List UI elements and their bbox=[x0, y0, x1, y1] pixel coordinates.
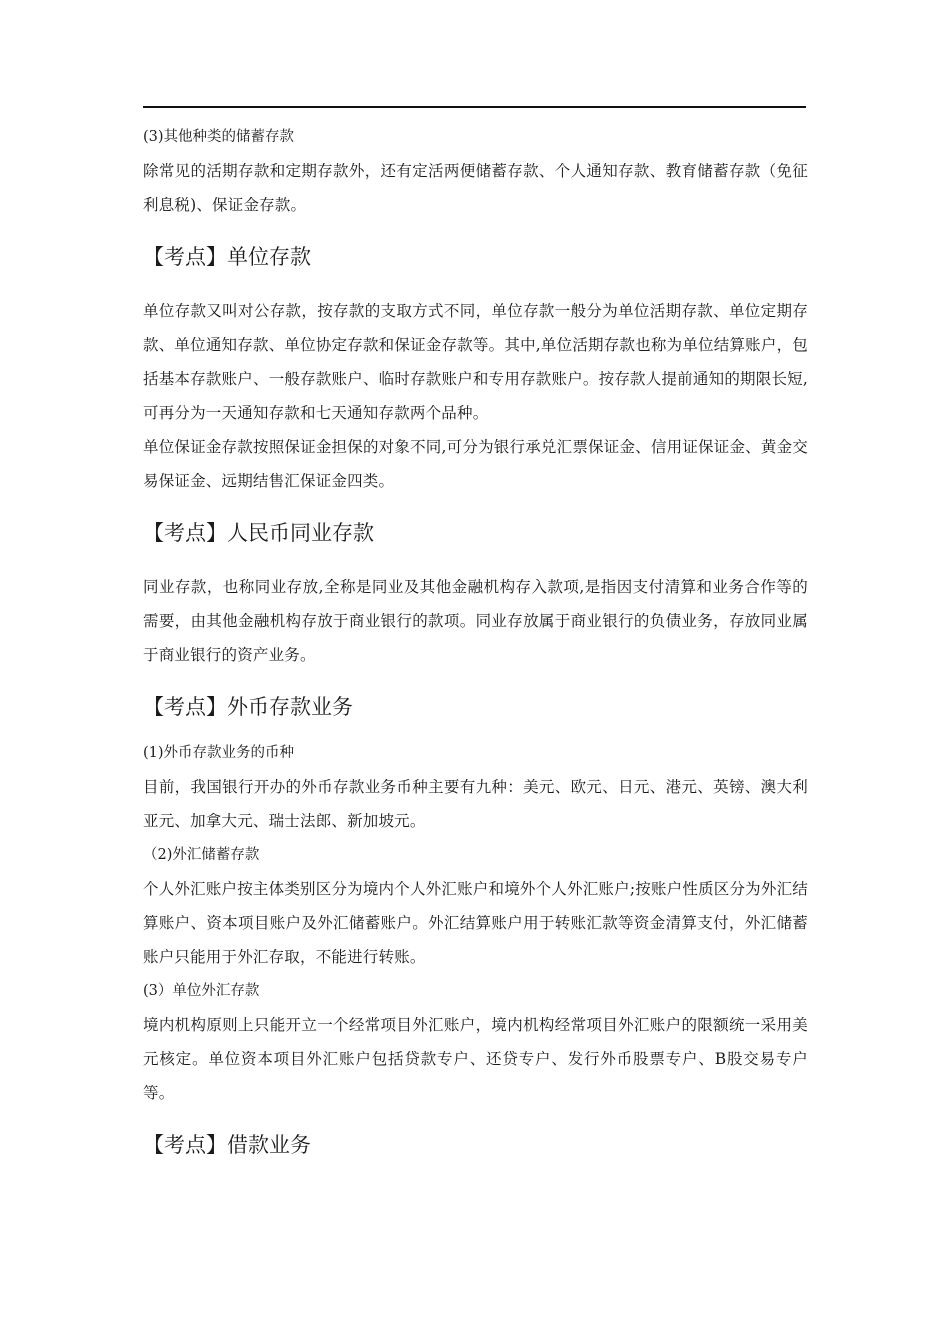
paragraph-fx-savings: 个人外汇账户按主体类别区分为境内个人外汇账户和境外个人外汇账户;按账户性质区分为外汇结算账户、资本项目账户及外汇储蓄账户。外汇结算账户用于转账汇款等资金清算支付，外汇储蓄账户只能用于外汇存取，不能进行转账。 bbox=[143, 880, 808, 966]
subheading-other-savings: (3)其他种类的储蓄存款 bbox=[143, 129, 295, 145]
heading-interbank-deposits: 【考点】人民币同业存款 bbox=[143, 521, 374, 545]
paragraph-unit-margin-deposits: 单位保证金存款按照保证金担保的对象不同,可分为银行承兑汇票保证金、信用证保证金、黄金交易保证金、远期结售汇保证金四类。 bbox=[143, 438, 808, 490]
paragraph-interbank-deposits: 同业存款，也称同业存放,全称是同业及其他金融机构存入款项,是指因支付清算和业务合作等的需要，由其他金融机构存放于商业银行的款项。同业存放属于商业银行的负债业务，存放同业属于商业银行的资产业务。 bbox=[143, 578, 808, 664]
subheading-fx-savings: （2)外汇储蓄存款 bbox=[143, 847, 260, 863]
header-rule bbox=[143, 106, 806, 108]
paragraph-unit-deposits: 单位存款又叫对公存款，按存款的支取方式不同，单位存款一般分为单位活期存款、单位定期存款、单位通知存款、单位协定存款和保证金存款等。其中,单位活期存款也称为单位结算账户，包括基本存款账户、一般存款账户、临时存款账户和专用存款账户。按存款人提前通知的期限长短,可再分为一天通知存款和七天通知存款两个品种。 bbox=[143, 302, 808, 422]
heading-unit-deposits: 【考点】单位存款 bbox=[143, 245, 311, 269]
paragraph-currency-types: 目前，我国银行开办的外币存款业务币种主要有九种：美元、欧元、日元、港元、英镑、澳大利亚元、加拿大元、瑞士法郎、新加坡元。 bbox=[143, 778, 808, 830]
heading-borrowing-business: 【考点】借款业务 bbox=[143, 1133, 311, 1157]
paragraph-unit-fx-deposits: 境内机构原则上只能开立一个经常项目外汇账户，境内机构经常项目外汇账户的限额统一采用美元核定。单位资本项目外汇账户包括贷款专户、还贷专户、发行外币股票专户、B股交易专户等。 bbox=[143, 1016, 808, 1102]
paragraph-other-savings: 除常见的活期存款和定期存款外，还有定活两便储蓄存款、个人通知存款、教育储蓄存款（免征利息税)、保证金存款。 bbox=[143, 162, 808, 214]
heading-foreign-currency-deposits: 【考点】外币存款业务 bbox=[143, 695, 353, 719]
subheading-currency-types: (1)外币存款业务的币种 bbox=[143, 745, 295, 761]
subheading-unit-fx-deposits: (3）单位外汇存款 bbox=[143, 983, 260, 999]
document-body bbox=[143, 120, 808, 1161]
